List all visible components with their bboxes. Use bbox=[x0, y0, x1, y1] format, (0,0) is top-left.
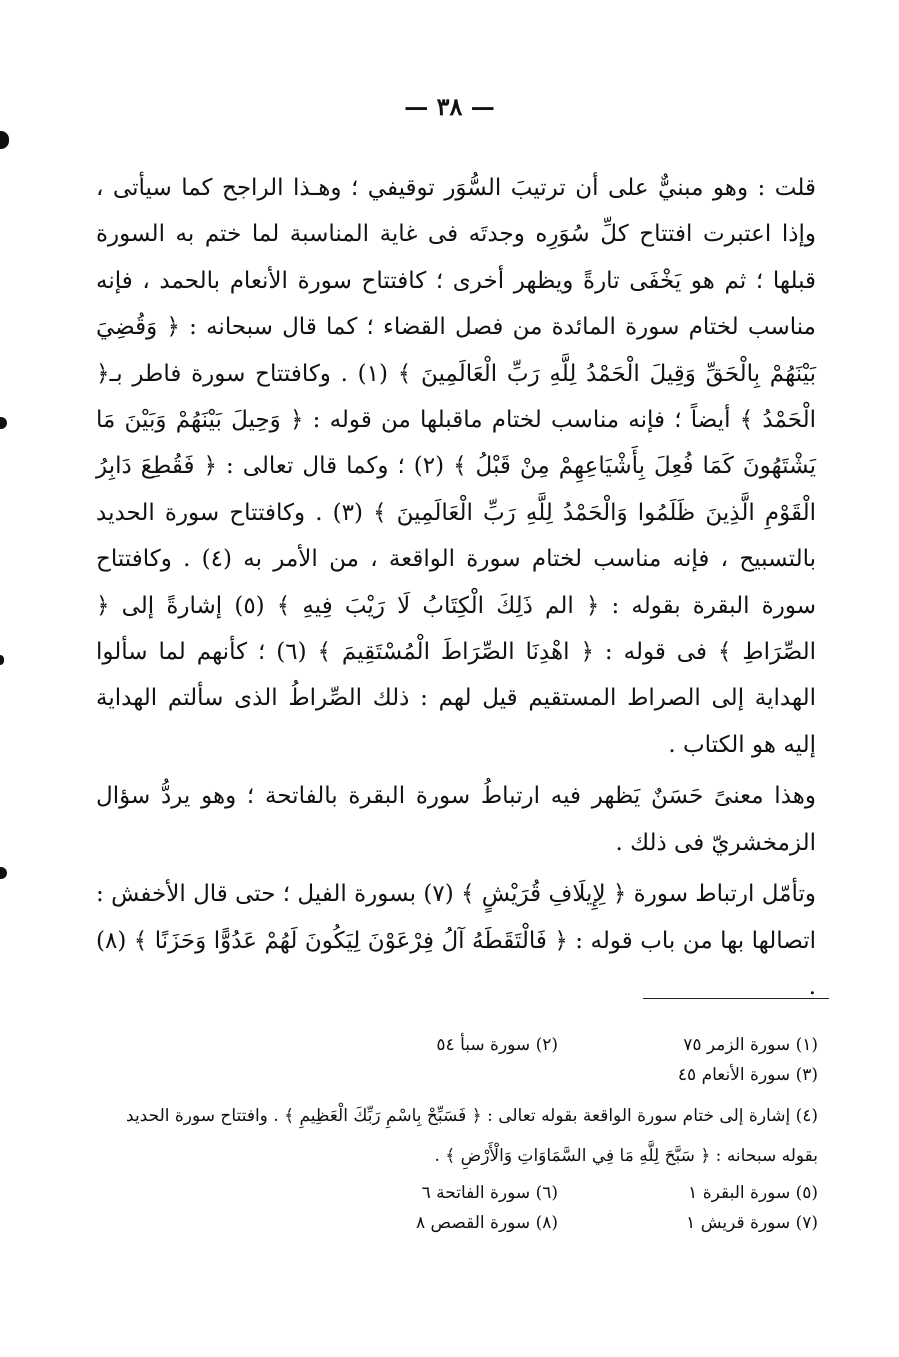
footnote: (٧) سورة قريش ١ bbox=[686, 1213, 818, 1233]
footnote: (٥) سورة البقرة ١ bbox=[688, 1183, 818, 1203]
scan-mark bbox=[0, 655, 4, 665]
page-number: — ٣٨ — bbox=[404, 92, 495, 121]
main-text bbox=[96, 165, 816, 1010]
footnote: (٤) إشارة إلى ختام سورة الواقعة بقوله تعالى : ﴿ فَسَبِّحْ بِاسْمِ رَبِّكَ الْعَظِيمِ ﴾ . وافتتاح سورة الحديد بقوله سبحانه : ﴿ سَبَّحَ لِلَّهِ مَا فِي السَّمَاوَاتِ وَالْأَرْضِ ﴾ . bbox=[126, 1106, 818, 1166]
paragraph: وتأمّل ارتباط سورة ﴿ لِإِيلَافِ قُرَيْشٍ ﴾ (٧) بسورة الفيل ؛ حتى قال الأخفش : اتصالها بها من باب قوله : ﴿ فَالْتَقَطَهُ آلُ فِرْعَوْنَ لِيَكُونَ لَهُمْ عَدُوًّا وَحَزَنًا ﴾ (٨) . bbox=[96, 881, 816, 1000]
footnote-row bbox=[88, 1208, 818, 1238]
footnote: (٦) سورة الفاتحة ٦ bbox=[421, 1183, 558, 1203]
scan-mark bbox=[0, 131, 9, 149]
footnote: (٣) سورة الأنعام ٤٥ bbox=[677, 1065, 818, 1085]
footnote: (٢) سورة سبأ ٥٤ bbox=[436, 1035, 558, 1055]
footnotes bbox=[88, 1030, 818, 1238]
footnote-row bbox=[88, 1030, 818, 1060]
footnote-row bbox=[88, 1060, 818, 1090]
footnote-row bbox=[88, 1178, 818, 1208]
paragraph: وهذا معنىً حَسَنٌ يَظهر فيه ارتباطُ سورة البقرة بالفاتحة ؛ وهو يردُّ سؤال الزمخشريّ فى ذلك . bbox=[96, 783, 816, 856]
scan-mark bbox=[0, 417, 7, 429]
footnote-divider bbox=[643, 998, 829, 999]
footnote: (١) سورة الزمر ٧٥ bbox=[683, 1035, 818, 1055]
paragraph: قلت : وهو مبنيٌّ على أن ترتيبَ السُّوَر توقيفي ؛ وهـذا الراجح كما سيأتى ، وإذا اعتبرت افتتاح كلِّ سُوَرِه وجدتَه فى غاية المناسبة لما ختم به السورة قبلها ؛ ثم هو يَخْفَى تارةً ويظهر أخرى ؛ كافتتاح سورة الأنعام بالحمد ، فإنه مناسب لختام سورة المائدة من فصل القضاء ؛ كما قال سبحانه : ﴿ وَقُضِيَ بَيْنَهُمْ بِالْحَقِّ وَقِيلَ الْحَمْدُ لِلَّهِ رَبِّ الْعَالَمِينَ ﴾ (١) . وكافتتاح سورة فاطر بـ﴿ الْحَمْدُ ﴾ أيضاً ؛ فإنه مناسب لختام ماقبلها من قوله : ﴿ وَحِيلَ بَيْنَهُمْ وَبَيْنَ مَا يَشْتَهُونَ كَمَا فُعِلَ بِأَشْيَاعِهِمْ مِنْ قَبْلُ ﴾ (٢) ؛ وكما قال تعالى : ﴿ فَقُطِعَ دَابِرُ الْقَوْمِ الَّذِينَ ظَلَمُوا وَالْحَمْدُ لِلَّهِ رَبِّ الْعَالَمِينَ ﴾ (٣) . وكافتتاح سورة الحديد بالتسبيح ، فإنه مناسب لختام سورة الواقعة ، من الأمر به (٤) . وكافتتاح سورة البقرة بقوله : ﴿ الم ذَلِكَ الْكِتَابُ لَا رَيْبَ فِيهِ ﴾ (٥) إشارةً إلى ﴿ الصِّرَاطِ ﴾ فى قوله : ﴿ اهْدِنَا الصِّرَاطَ الْمُسْتَقِيمَ ﴾ (٦) ؛ كأنهم لما سألوا الهداية إلى الصراط المستقيم قيل لهم : ذلك الصِّراطُ الذى سألتم الهداية إليه هو الكتاب . bbox=[96, 175, 817, 758]
footnote: (٨) سورة القصص ٨ bbox=[416, 1213, 558, 1233]
scan-mark bbox=[0, 867, 7, 879]
